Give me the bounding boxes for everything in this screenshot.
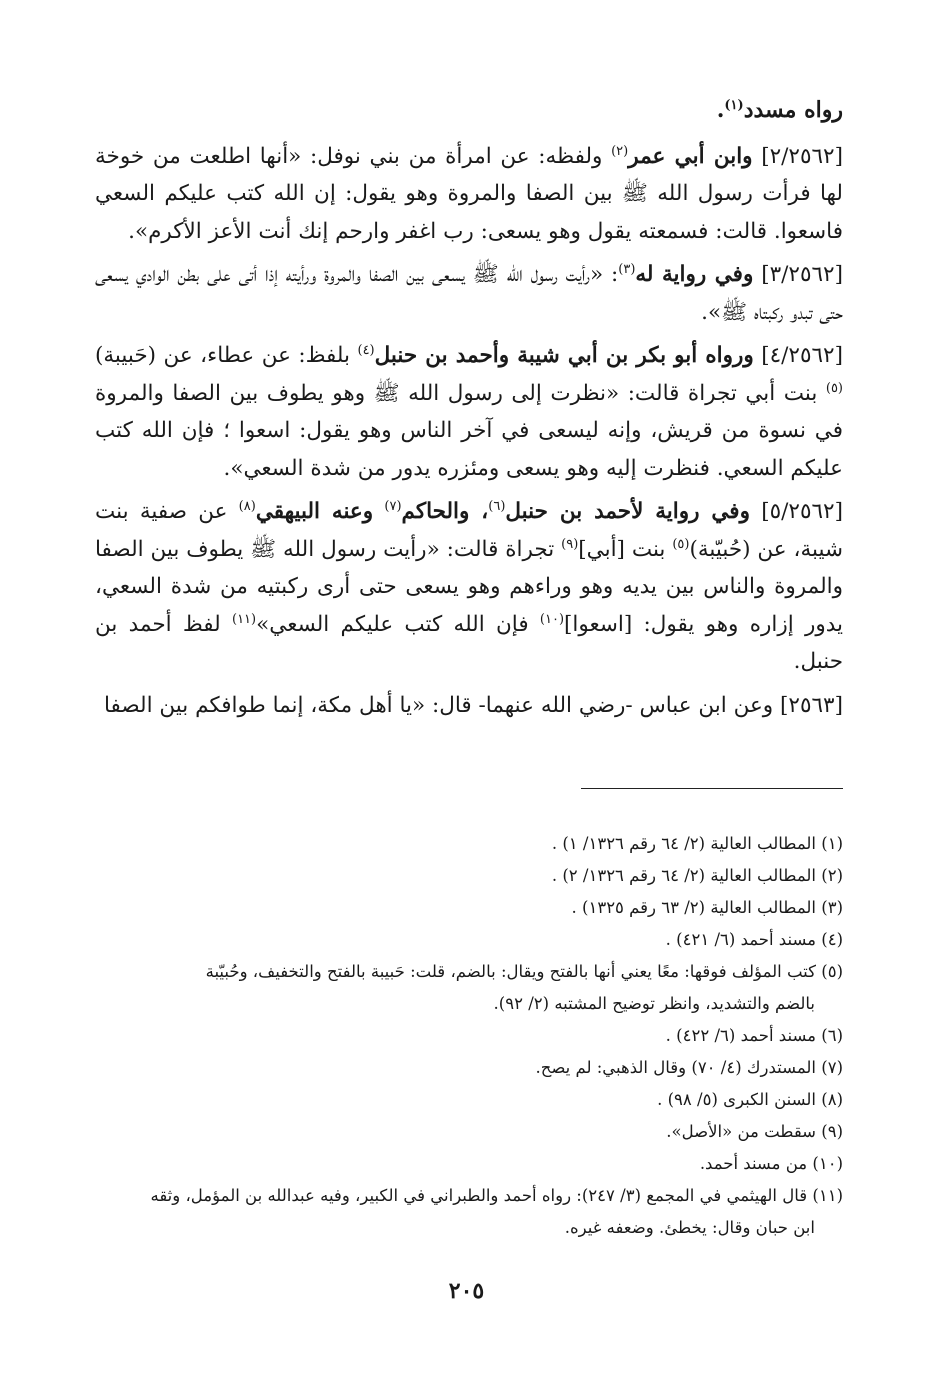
hadith-text: بنت [أبي]	[578, 536, 666, 562]
footnote-ref: (٥)	[672, 536, 690, 552]
footnote-ref: (٦)	[488, 499, 506, 514]
footnote-text: المطالب العالية (٢/ ٦٤ رقم ١٣٢٦/ ٢) .	[551, 866, 816, 885]
text: رواه مسدد	[743, 97, 843, 123]
main-text	[95, 92, 843, 730]
hadith-text: تجراة قالت: «رأيت رسول الله ﷺ يطوف بين الصفا والمروة والناس بين يديه وهو وراءهم وهو يسعى حتى أرى ركبتيه من شدة السعي، يدور إزاره وهو يقول: [اسعوا]	[95, 536, 843, 637]
footnote-number: (١)	[821, 834, 843, 853]
paragraph-2563	[95, 687, 843, 725]
hadith-number: [٢٥٦٣]	[780, 692, 843, 718]
footnote-number: (٤)	[821, 930, 843, 949]
footnote-6	[95, 1020, 843, 1052]
footnote-3	[95, 892, 843, 924]
footnote-7	[95, 1052, 843, 1084]
footnote-text: المطالب العالية (٢/ ٦٤ رقم ١٣٢٦/ ١) .	[551, 834, 816, 853]
footnote-number: (٥)	[821, 962, 843, 981]
paragraph-0	[95, 92, 843, 130]
hadith-text: : «رأيت رسول الله ﷺ يسعى بين الصفا والمروة ورأيته إذا أتى على بطن الوادي يسعى حتى تبدو ركبتاه ﷺ».	[95, 262, 843, 325]
hadith-text: وعن ابن عباس -رضي الله عنهما- قال: «يا أهل مكة، إنما طوافكم بين الصفا	[103, 692, 774, 718]
hadith-number: [٥/٢٥٦٢]	[761, 499, 843, 524]
footnote-ref: (٥)	[825, 380, 843, 396]
page-number: ٢٠٥	[448, 1278, 485, 1304]
footnote-text: السنن الكبرى (٥/ ٩٨) .	[657, 1090, 816, 1109]
footnote-number: (٨)	[821, 1090, 843, 1109]
narrator-lead: وعنه البيهقي	[255, 499, 374, 524]
footnote-text: قال الهيثمي في المجمع (٣/ ٢٤٧): رواه أحمد والطبراني في الكبير، وفيه عبدالله بن المؤمل، وثقه	[150, 1186, 808, 1205]
hadith-text: بلفظ: عن عطاء، عن (حَبيبة)	[95, 343, 351, 368]
narrator-lead: وفي رواية لأحمد بن حنبل	[505, 499, 750, 524]
footnote-number: (٣)	[821, 898, 843, 917]
footnote-1	[95, 828, 843, 860]
hadith-text: فإن الله كتب عليكم السعي»	[256, 611, 529, 637]
footnote-4	[95, 924, 843, 956]
footnote-text: المطالب العالية (٢/ ٦٣ رقم ١٣٢٥) .	[571, 898, 816, 917]
footnote-11	[95, 1180, 843, 1244]
footnote-ref: (٤)	[357, 343, 375, 358]
footnote-text: كتب المؤلف فوقها: معًا يعني أنها بالفتح ويقال: بالضم، قلت: حَبيبة بالفتح والتخفيف، وحُبيّبة	[205, 962, 816, 981]
footnote-ref: (١٠)	[539, 611, 565, 627]
footnote-5	[95, 956, 843, 1020]
footnote-ref: (٩)	[561, 536, 579, 552]
footnote-number: (٩)	[821, 1122, 843, 1141]
footnote-ref: (٨)	[238, 499, 256, 514]
footnote-number: (١١)	[812, 1186, 843, 1205]
footnote-10	[95, 1148, 843, 1180]
footnote-text: المستدرك (٤/ ٧٠) وقال الذهبي: لم يصح.	[535, 1058, 816, 1077]
text: .	[716, 97, 725, 123]
narrator-lead: ، والحاكم	[401, 499, 489, 524]
footnote-number: (٢)	[821, 866, 843, 885]
footnote-ref: (١)	[724, 98, 744, 113]
footnote-text-continued: ابن حبان وقال: يخطئ. وضعفه غيره.	[564, 1218, 815, 1237]
footnote-number: (٦)	[821, 1026, 843, 1045]
footnote-text: مسند أحمد (٦/ ٤٢٢) .	[665, 1026, 816, 1045]
paragraph-2562-2	[95, 138, 843, 251]
footnote-number: (٧)	[821, 1058, 843, 1077]
hadith-text: عن صفية بنت شيبة، عن (حُبيّبة)	[95, 499, 843, 562]
footnote-2	[95, 860, 843, 892]
narrator-lead: وابن أبي عمر	[628, 143, 753, 169]
narrator-lead: ورواه أبو بكر بن أبي شيبة وأحمد بن حنبل	[374, 343, 754, 368]
footnote-8	[95, 1084, 843, 1116]
footnote-ref: (١١)	[232, 611, 257, 627]
footnote-number: (١٠)	[812, 1154, 843, 1173]
footnote-text: مسند أحمد (٦/ ٤٢١) .	[665, 930, 816, 949]
hadith-number: [٤/٢٥٦٢]	[761, 343, 843, 368]
paragraph-2562-4	[95, 337, 843, 487]
footnote-ref: (٣)	[618, 262, 636, 277]
paragraph-2562-5	[95, 493, 843, 681]
hadith-number: [٣/٢٥٦٢]	[761, 262, 843, 287]
hadith-text: ولفظه: عن امرأة من بني نوفل: «أنها اطلعت من خوخة لها فرأت رسول الله ﷺ بين الصفا والمروة وهو يقول: إن الله كتب عليكم السعي فاسعوا. قالت: فسمعته يقول وهو يسعى: رب اغفر وارحم إنك أنت الأعز الأكرم».	[95, 143, 843, 244]
hadith-text: لفظ أحمد بن حنبل.	[95, 611, 843, 674]
paragraph-2562-3	[95, 256, 843, 331]
footnote-text-continued: بالضم والتشديد، وانظر توضيح المشتبه (٢/ ٩٢).	[493, 994, 815, 1013]
footnote-text: من مسند أحمد.	[699, 1154, 808, 1173]
footnote-9	[95, 1116, 843, 1148]
footnote-ref: (٧)	[384, 499, 402, 514]
hadith-number: [٢/٢٥٦٢]	[761, 143, 843, 169]
footnotes	[95, 828, 843, 1244]
footnote-text: سقطت من «الأصل».	[666, 1122, 816, 1141]
narrator-lead: وفي رواية له	[635, 262, 754, 287]
hadith-text: بنت أبي تجراة قالت: «نظرت إلى رسول الله ﷺ وهو يطوف بين الصفا والمروة في نسوة من قريش، وإنه ليسعى في آخر الناس وهو يقول: اسعوا ؛ فإن الله كتب عليكم السعي. فنظرت إليه وهو يسعى ومئزره يدور من شدة السعي».	[95, 380, 843, 481]
footnote-ref: (٢)	[611, 143, 629, 159]
footnote-divider	[581, 788, 843, 789]
